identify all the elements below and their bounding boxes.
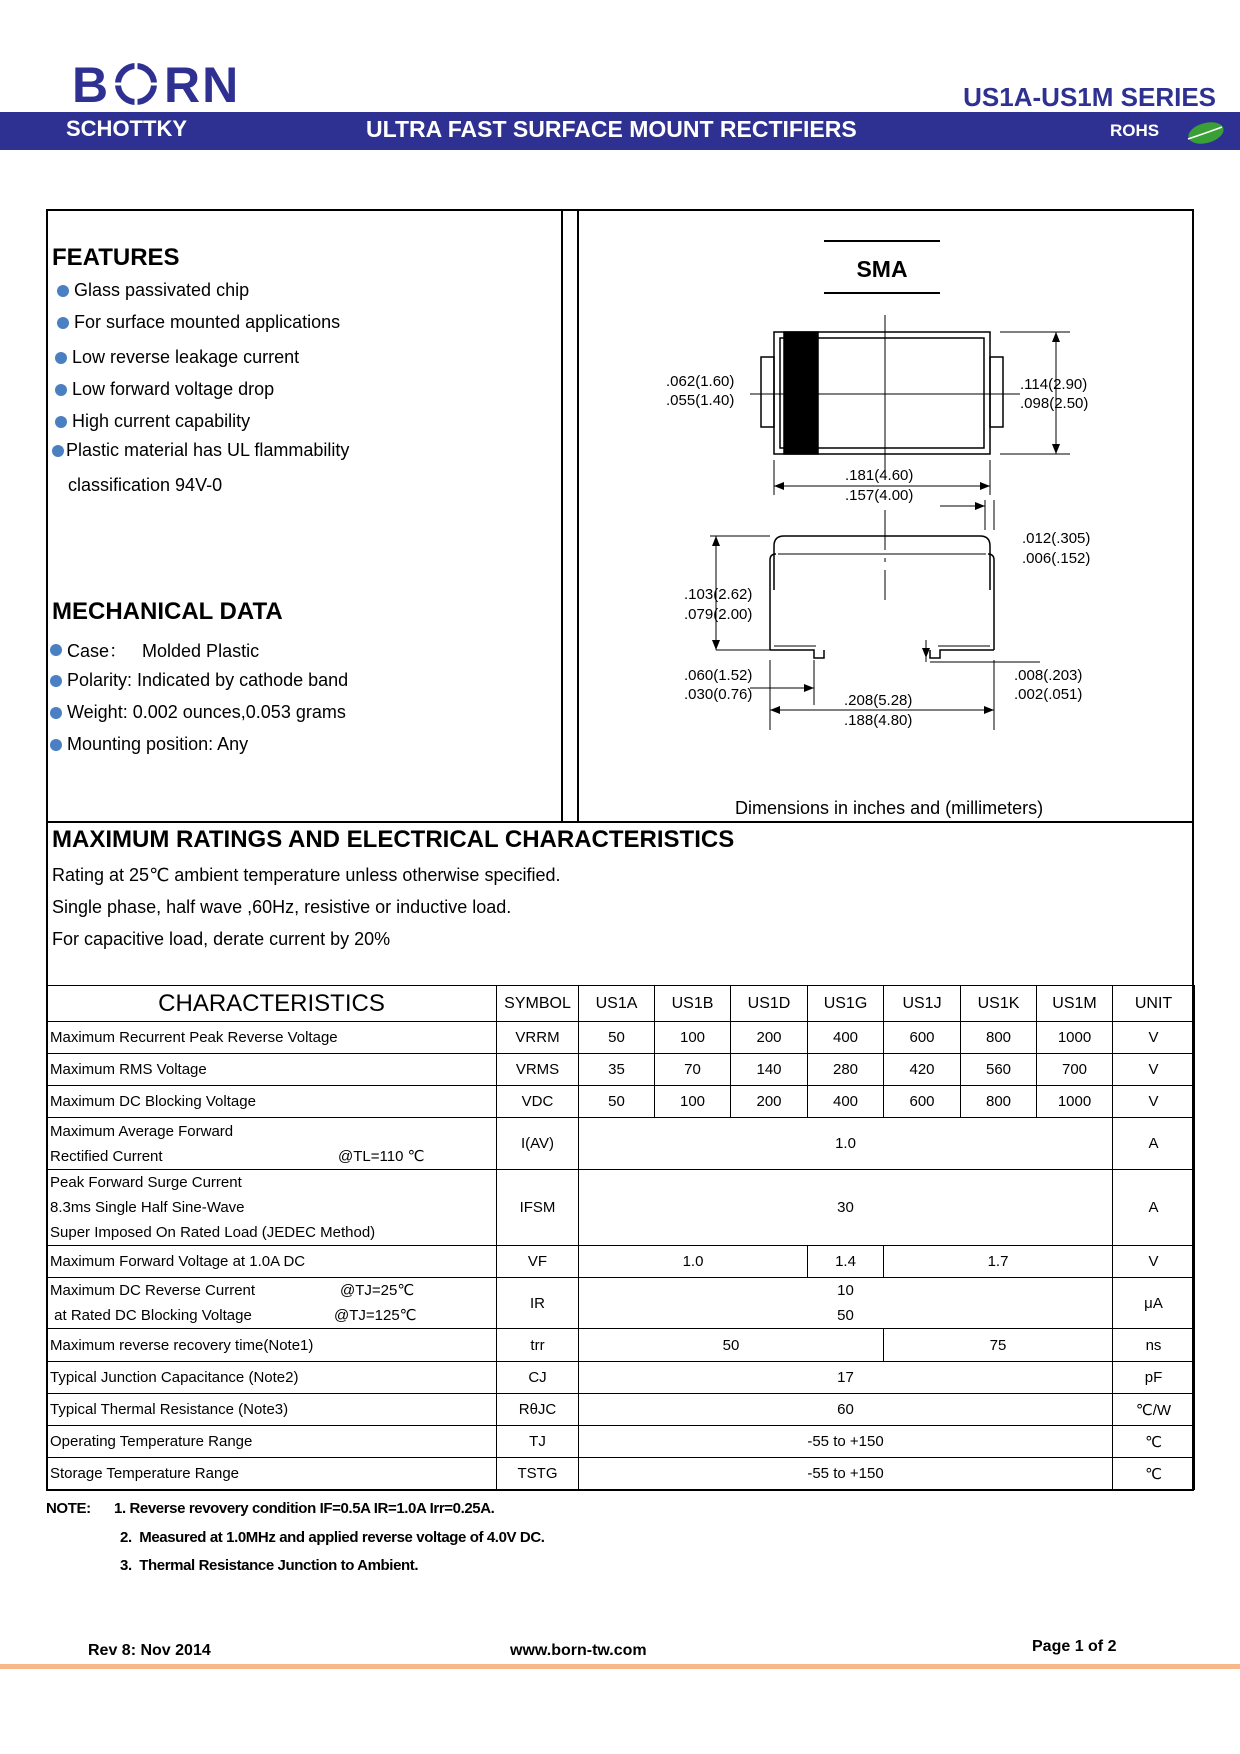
cell-value: 1.0 (579, 1118, 1113, 1170)
dim-thickness-max: .012(.305) (1022, 530, 1091, 547)
row-condition: @TJ=125℃ (334, 1307, 417, 1324)
cell-value: 1000 (1037, 1022, 1113, 1054)
table-row (47, 1022, 1195, 1054)
section-divider (46, 821, 1194, 823)
row-label: Maximum DC Blocking Voltage (47, 1086, 497, 1118)
header-band (0, 112, 1240, 150)
row-label-line: 8.3ms Single Half Sine-Wave (50, 1199, 245, 1216)
row-label: Typical Junction Capacitance (Note2) (47, 1362, 497, 1394)
svg-text:RN: RN (164, 58, 241, 108)
cell-value: 700 (1037, 1054, 1113, 1086)
row-symbol: I(AV) (497, 1118, 579, 1170)
feature-text: Low reverse leakage current (72, 347, 300, 367)
row-label: Typical Thermal Resistance (Note3) (47, 1394, 497, 1426)
cell-value: 400 (808, 1086, 884, 1118)
dimensions-caption: Dimensions in inches and (millimeters) (735, 798, 1044, 818)
cell-value: 140 (731, 1054, 808, 1086)
cell-value: 560 (961, 1054, 1037, 1086)
mechanical-item (50, 734, 248, 755)
cell-value: 50 (579, 1086, 655, 1118)
series-title: US1A-US1M SERIES (963, 82, 1216, 112)
row-label: Maximum reverse recovery time(Note1) (47, 1329, 497, 1362)
cell-value: 600 (884, 1086, 961, 1118)
row-label-line: Super Imposed On Rated Load (JEDEC Method) (50, 1224, 376, 1241)
feature-item (55, 347, 299, 368)
dim-standoff-min: .002(.051) (1014, 686, 1083, 703)
row-symbol: VRRM (497, 1022, 579, 1054)
notes-label: NOTE: (46, 1500, 91, 1517)
cell-value: 17 (579, 1362, 1113, 1394)
row-condition: @TL=110 ℃ (338, 1147, 425, 1165)
dim-height-max: .062(1.60) (666, 373, 735, 390)
table-row (47, 1394, 1195, 1426)
row-label: Storage Temperature Range (47, 1458, 497, 1490)
row-label: Maximum Recurrent Peak Reverse Voltage (47, 1022, 497, 1054)
table-row (47, 1246, 1195, 1278)
cell-value-line: 50 (837, 1307, 854, 1324)
header-unit: UNIT (1113, 986, 1195, 1022)
mechanical-text: Mounting position: Any (67, 734, 249, 754)
feature-item (55, 379, 274, 400)
cell-value: 800 (961, 1022, 1037, 1054)
bullet-icon (57, 285, 69, 297)
cell-value-line: 10 (837, 1282, 854, 1299)
cell-value: 1.0 (579, 1246, 808, 1278)
cell-value: 420 (884, 1054, 961, 1086)
feature-text: classification 94V-0 (68, 475, 223, 495)
cell-value (579, 1278, 1113, 1329)
cell-value: 200 (731, 1086, 808, 1118)
dim-height-min: .055(1.40) (666, 392, 735, 409)
mechanical-text: Weight: 0.002 ounces,0.053 grams (67, 702, 346, 722)
cell-value: -55 to +150 (579, 1458, 1113, 1490)
category-label: SCHOTTKY (66, 116, 187, 141)
bullet-icon (50, 707, 62, 719)
table-header-row (47, 986, 1195, 1022)
characteristics-table (46, 985, 1195, 1490)
bullet-icon (50, 739, 62, 751)
header-us1j: US1J (884, 986, 961, 1022)
header-symbol: SYMBOL (497, 986, 579, 1022)
column-divider (561, 209, 563, 822)
dim-lead-max: .060(1.52) (684, 667, 753, 684)
note-item: 3. Thermal Resistance Junction to Ambient. (120, 1557, 419, 1574)
feature-text: Plastic material has UL flammability (66, 440, 350, 460)
mechanical-text: Case： Molded Plastic (67, 641, 260, 661)
cell-value: -55 to +150 (579, 1426, 1113, 1458)
dim-thickness-min: .006(.152) (1022, 550, 1091, 567)
cell-value: 400 (808, 1022, 884, 1054)
row-symbol: RθJC (497, 1394, 579, 1426)
dim-width-min: .098(2.50) (1020, 395, 1089, 412)
sma-rule (824, 240, 940, 242)
row-label-line: Maximum Average Forward (50, 1122, 234, 1140)
dim-length-min: .157(4.00) (845, 487, 914, 504)
mechanical-item (50, 670, 348, 691)
row-label-line: Maximum DC Reverse Current (50, 1282, 256, 1299)
row-unit: V (1113, 1022, 1195, 1054)
row-symbol: IR (497, 1278, 579, 1329)
header-us1a: US1A (579, 986, 655, 1022)
bullet-icon (50, 675, 62, 687)
table-row (47, 1329, 1195, 1362)
dim-length-max: .181(4.60) (845, 467, 914, 484)
row-label-line: Rectified Current (50, 1147, 163, 1165)
bullet-icon (50, 644, 62, 656)
table-row (47, 1362, 1195, 1394)
footer-rule (0, 1664, 1240, 1669)
table-row (47, 1278, 1195, 1329)
cell-value: 75 (884, 1329, 1113, 1362)
row-unit: A (1113, 1118, 1195, 1170)
feature-text: Glass passivated chip (74, 280, 250, 300)
row-label: Operating Temperature Range (47, 1426, 497, 1458)
row-unit: ns (1113, 1329, 1195, 1362)
column-divider (577, 209, 579, 822)
product-subtitle: ULTRA FAST SURFACE MOUNT RECTIFIERS (366, 116, 857, 142)
rating-note: Single phase, half wave ,60Hz, resistive or inductive load. (52, 897, 512, 917)
row-symbol: TSTG (497, 1458, 579, 1490)
row-symbol: trr (497, 1329, 579, 1362)
dim-total-length-min: .188(4.80) (844, 712, 913, 729)
row-label (47, 1278, 497, 1329)
cell-value: 280 (808, 1054, 884, 1086)
cell-value: 50 (579, 1329, 884, 1362)
rohs-label: ROHS (1110, 121, 1160, 140)
features-title: FEATURES (52, 244, 180, 271)
row-symbol: VF (497, 1246, 579, 1278)
mechanical-title: MECHANICAL DATA (52, 598, 283, 625)
cell-value: 600 (884, 1022, 961, 1054)
feature-item (57, 312, 340, 333)
bullet-icon (55, 384, 67, 396)
svg-text:B: B (72, 58, 111, 108)
cell-value: 1.7 (884, 1246, 1113, 1278)
mechanical-text: Polarity: Indicated by cathode band (67, 670, 349, 690)
ratings-title: MAXIMUM RATINGS AND ELECTRICAL CHARACTERISTICS (52, 826, 735, 853)
header-us1m: US1M (1037, 986, 1113, 1022)
cell-value: 200 (731, 1022, 808, 1054)
rohs-leaf-icon (1180, 117, 1228, 147)
dim-total-height-max: .103(2.62) (684, 586, 753, 603)
dim-total-length-max: .208(5.28) (844, 692, 913, 709)
bullet-icon (52, 445, 64, 457)
row-label: Maximum RMS Voltage (47, 1054, 497, 1086)
cell-value: 1.4 (808, 1246, 884, 1278)
row-unit: ℃ (1113, 1426, 1195, 1458)
row-unit: ℃/W (1113, 1394, 1195, 1426)
cell-value: 1000 (1037, 1086, 1113, 1118)
cell-value: 50 (579, 1022, 655, 1054)
row-symbol: IFSM (497, 1170, 579, 1246)
cell-value: 30 (579, 1170, 1113, 1246)
row-label (47, 1118, 497, 1170)
row-label-line: at Rated DC Blocking Voltage (50, 1307, 252, 1324)
header-us1g: US1G (808, 986, 884, 1022)
table-row (47, 1170, 1195, 1246)
bullet-icon (55, 416, 67, 428)
born-logo (72, 58, 272, 108)
table-row (47, 1118, 1195, 1170)
feature-text: High current capability (72, 411, 251, 431)
header-us1b: US1B (655, 986, 731, 1022)
feature-item (57, 280, 249, 301)
table-row (47, 1426, 1195, 1458)
rating-note: Rating at 25℃ ambient temperature unless otherwise specified. (52, 865, 561, 885)
header-us1k: US1K (961, 986, 1037, 1022)
row-unit: A (1113, 1170, 1195, 1246)
bullet-icon (55, 352, 67, 364)
row-unit: pF (1113, 1362, 1195, 1394)
dim-width-max: .114(2.90) (1020, 376, 1088, 393)
row-unit: V (1113, 1086, 1195, 1118)
page-number: Page 1 of 2 (1032, 1638, 1117, 1655)
revision-label: Rev 8: Nov 2014 (88, 1642, 211, 1659)
website-link[interactable]: www.born-tw.com (510, 1642, 647, 1659)
table-row (47, 1086, 1195, 1118)
row-label (47, 1170, 497, 1246)
cell-value: 100 (655, 1022, 731, 1054)
note-item: 2. Measured at 1.0MHz and applied reverse voltage of 4.0V DC. (120, 1529, 545, 1546)
feature-text: Low forward voltage drop (72, 379, 275, 399)
feature-item (52, 440, 349, 461)
rating-note: For capacitive load, derate current by 20% (52, 929, 391, 949)
feature-item (55, 411, 250, 432)
dim-total-height-min: .079(2.00) (684, 606, 753, 623)
mechanical-item (50, 637, 259, 663)
row-unit: V (1113, 1246, 1195, 1278)
cell-value: 35 (579, 1054, 655, 1086)
cell-value: 60 (579, 1394, 1113, 1426)
note-item: 1. Reverse revovery condition IF=0.5A IR=1.0A Irr=0.25A. (114, 1500, 495, 1517)
feature-text: For surface mounted applications (74, 312, 341, 332)
row-label: Maximum Forward Voltage at 1.0A DC (47, 1246, 497, 1278)
dim-lead-min: .030(0.76) (684, 686, 753, 703)
table-row (47, 1458, 1195, 1490)
dim-standoff-max: .008(.203) (1014, 667, 1083, 684)
header-us1d: US1D (731, 986, 808, 1022)
row-label-line: Peak Forward Surge Current (50, 1174, 242, 1191)
package-name: SMA (856, 256, 908, 282)
row-unit: V (1113, 1054, 1195, 1086)
bullet-icon (57, 317, 69, 329)
header-characteristics: CHARACTERISTICS (47, 986, 497, 1022)
cell-value: 70 (655, 1054, 731, 1086)
row-unit: ℃ (1113, 1458, 1195, 1490)
sma-rule (824, 292, 940, 294)
table-row (47, 1054, 1195, 1086)
cell-value: 100 (655, 1086, 731, 1118)
row-unit: μA (1113, 1278, 1195, 1329)
row-condition: @TJ=25℃ (340, 1282, 415, 1299)
row-symbol: VDC (497, 1086, 579, 1118)
row-symbol: VRMS (497, 1054, 579, 1086)
row-symbol: CJ (497, 1362, 579, 1394)
cell-value: 800 (961, 1086, 1037, 1118)
row-symbol: TJ (497, 1426, 579, 1458)
mechanical-item (50, 702, 346, 723)
